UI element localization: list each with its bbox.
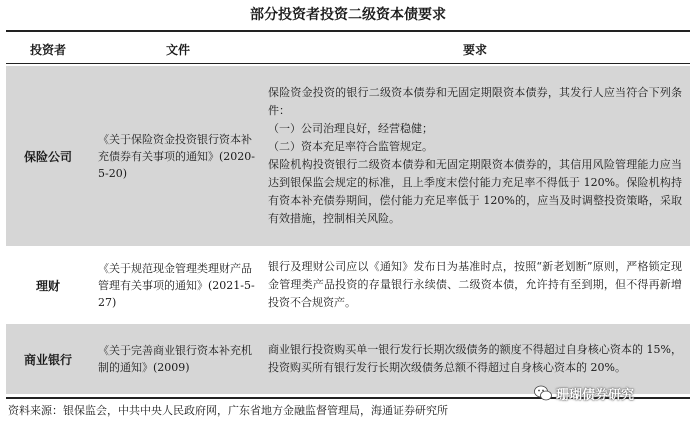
requirement-cell [268, 250, 682, 320]
table-row-insurance [6, 66, 690, 246]
table-row-wealth [6, 250, 690, 320]
document-text: 《关于保险资金投资银行资本补充债券有关事项的通知》(2020-5-20) [98, 132, 256, 180]
watermark-text: 珊瑚债券研究 [556, 387, 635, 403]
investor-cell: 理财 [35, 278, 60, 293]
table-title: 部分投资者投资二级资本债要求 [250, 7, 446, 23]
investor-cell: 保险公司 [23, 149, 72, 164]
requirement-line: 银行及理财公司应以《通知》发布日为基准时点，按照“新老划断”原则，严格锁定现金管理类产品投资的存量银行永续债、二级资本债，允许持有至到期，但不得再新增投资不合规资产。 [268, 260, 682, 309]
watermark [534, 383, 634, 403]
top-rule [6, 30, 690, 32]
investor-cell: 商业银行 [23, 352, 72, 367]
requirement-line: 保险机构投资银行二级资本债券和无固定期限资本债券的，其信用风险管理能力应当达到银保监会规定的标准，且上季度末偿付能力充足率不得低于 120%。保险机构持有资本补充债券期间，偿付能力充足率低于 120%的，应当及时调整投资策略，采取有效措施，控制相关风险。 [268, 158, 682, 225]
wechat-icon [534, 385, 552, 401]
requirement-line: 商业银行投资购买单一银行发行长期次级债务的额度不得超过自身核心资本的 15%，投资购买所有银行发行长期次级债务总额不得超过自身核心资本的 20%。 [268, 343, 682, 374]
document-cell [98, 250, 258, 320]
requirement-line: 保险资金投资的银行二级资本债券和无固定期限资本债券，其发行人应当符合下列条件： [268, 86, 682, 117]
document-text: 《关于规范现金管理类理财产品管理有关事项的通知》(2021-5-27) [98, 261, 255, 309]
document-cell [98, 66, 258, 246]
header-document: 文件 [165, 43, 190, 57]
document-text: 《关于完善商业银行资本补充机制的通知》(2009) [98, 344, 252, 374]
requirement-line: （一）公司治理良好，经营稳健； [268, 122, 433, 135]
header-requirement: 要求 [462, 43, 487, 57]
header-rule [6, 63, 690, 64]
document-cell [98, 324, 258, 394]
requirement-cell [268, 66, 682, 246]
requirement-line: （二）资本充足率符合监管规定。 [268, 140, 433, 153]
source-note: 资料来源：银保监会，中共中央人民政府网，广东省地方金融监督管理局，海通证券研究所 [8, 404, 448, 417]
header-investor: 投资者 [29, 43, 66, 57]
